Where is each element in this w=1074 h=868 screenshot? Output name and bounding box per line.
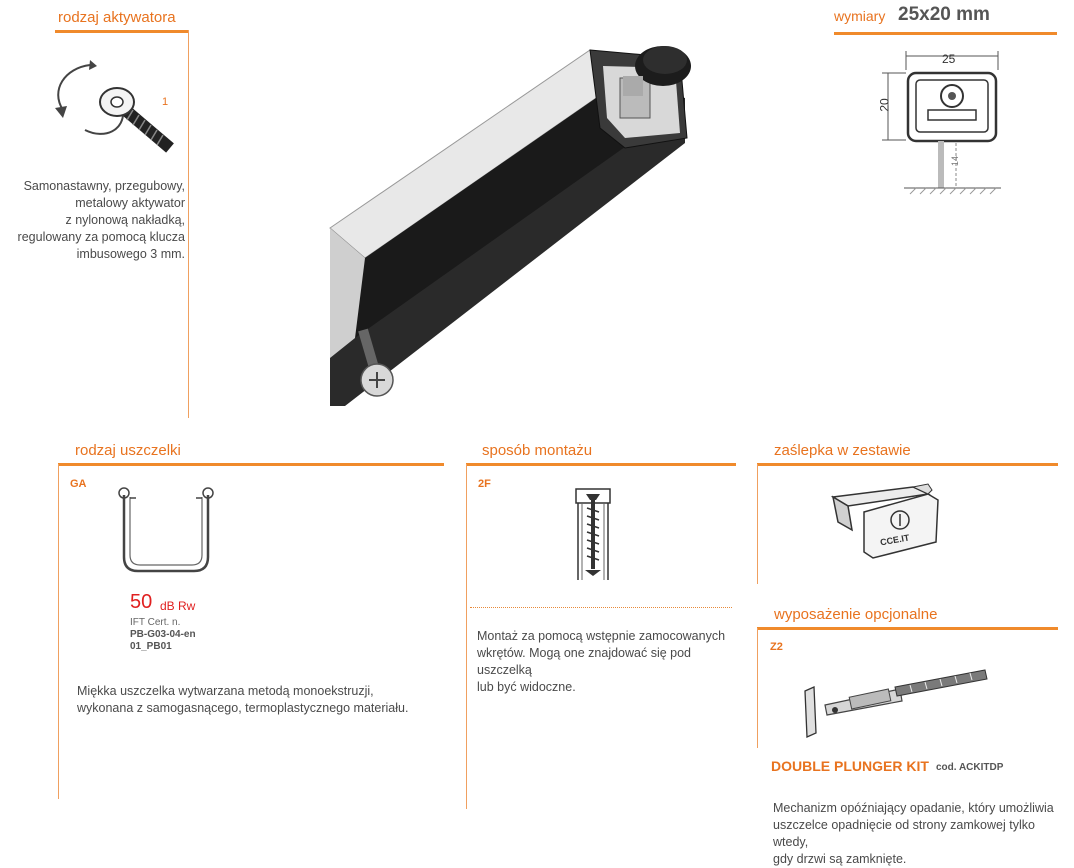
seal-cert-label: IFT Cert. n. <box>130 617 181 628</box>
optional-description <box>773 800 1068 868</box>
double-plunger-kit-icon <box>800 665 995 740</box>
mounting-desc-line: lub być widoczne. <box>477 680 576 694</box>
seal-title: rodzaj uszczelki <box>75 442 181 459</box>
seal-db-value: 50 <box>130 591 153 613</box>
actuator-desc-line: z nylonową nakładką, <box>65 213 185 227</box>
product-profile-illustration <box>325 38 705 410</box>
dimensions-gap-label: 14 <box>950 155 961 167</box>
optional-code: Z2 <box>770 641 783 653</box>
actuator-desc-line: imbusowego 3 mm. <box>76 247 185 261</box>
optional-title: wyposażenie opcjonalne <box>774 606 938 623</box>
optional-header-line <box>757 627 1058 630</box>
seal-code: GA <box>70 478 87 490</box>
mounting-code: 2F <box>478 478 491 490</box>
seal-header-line <box>58 463 444 466</box>
dimensions-height-label: 20 <box>877 98 892 112</box>
mounting-desc-line: Montaż za pomocą wstępnie zamocowanych <box>477 629 726 643</box>
mounting-dotted-separator <box>470 607 732 608</box>
mounting-screw-profile-icon <box>568 484 618 584</box>
dimensions-value: 25x20 mm <box>898 4 990 25</box>
actuator-desc-line: metalowy aktywator <box>75 196 185 210</box>
optional-desc-line: Mechanizm opóźniający opadanie, który umożliwia <box>773 801 1054 815</box>
kit-name: DOUBLE PLUNGER KIT <box>771 758 929 774</box>
optional-divider <box>757 628 758 748</box>
mounting-desc-line: wkrętów. Mogą one znajdować się pod uszczelką <box>477 646 692 677</box>
optional-desc-line: uszczelce opadnięcie od strony zamkowej tylko wtedy, <box>773 818 1035 849</box>
actuator-desc-line: regulowany za pomocą klucza <box>17 230 185 244</box>
actuator-title: rodzaj aktywatora <box>58 9 176 26</box>
dimensions-width-label: 25 <box>942 52 956 66</box>
seal-cert-code-2: 01_PB01 <box>130 641 172 652</box>
endcap-divider <box>757 464 758 584</box>
actuator-divider <box>188 30 189 418</box>
seal-profile-icon <box>112 485 217 577</box>
endcap-header-line <box>757 463 1058 466</box>
dimensions-header-line <box>834 32 1057 35</box>
endcap-brand: CCE.IT <box>879 532 911 548</box>
optional-desc-line: gdy drzwi są zamknięte. <box>773 852 907 866</box>
dimensions-label: wymiary <box>834 8 886 24</box>
seal-desc-line: Miękka uszczelka wytwarzana metodą monoekstruzji, <box>77 684 374 698</box>
seal-cert-code-1: PB-G03-04-en <box>130 629 196 640</box>
seal-desc-line: wykonana z samogasnącego, termoplastycznego materiału. <box>77 701 409 715</box>
endcap-icon <box>828 482 940 562</box>
kit-code: cod. ACKITDP <box>936 762 1004 773</box>
actuator-header-line <box>55 30 189 33</box>
seal-description <box>77 683 437 717</box>
actuator-number: 1 <box>162 96 169 108</box>
mounting-header-line <box>466 463 736 466</box>
seal-divider <box>58 464 59 799</box>
dimensions-drawing <box>876 48 1021 198</box>
mounting-description <box>477 628 737 696</box>
mounting-divider <box>466 464 467 809</box>
actuator-description <box>0 178 185 263</box>
seal-db-unit: dB Rw <box>160 599 196 613</box>
mounting-title: sposób montażu <box>482 442 593 459</box>
actuator-desc-line: Samonastawny, przegubowy, <box>23 179 185 193</box>
endcap-title: zaślepka w zestawie <box>774 442 911 459</box>
